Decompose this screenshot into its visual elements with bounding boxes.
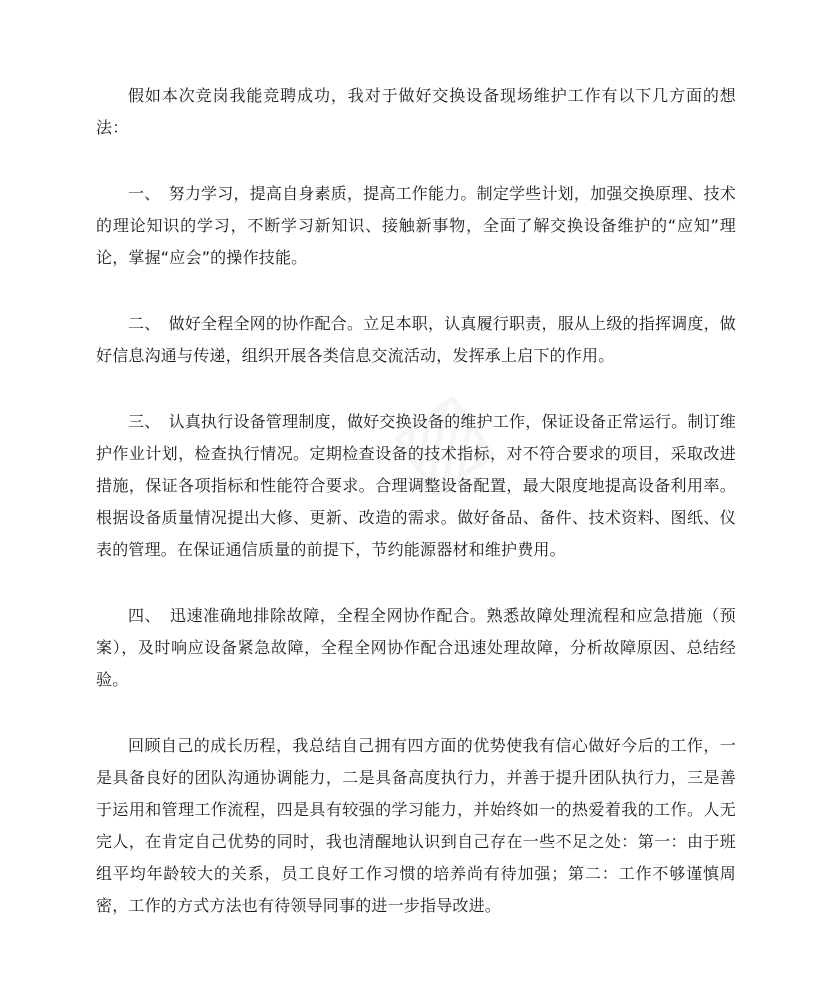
paragraph-review: 回顾自己的成长历程，我总结自己拥有四方面的优势使我有信心做好今后的工作，一是具备良好的团队沟通协调能力，二是具备高度执行力，并善于提升团队执行力，三是善于运用和管理工作流程，四是具有较强的学习能力，并始终如一的热爱着我的工作。人无完人，在肯定自己优势的同时，我也清醒地认识到自己存在一些不足之处：第一：由于班组平均年龄较大的关系，员工良好工作习惯的培养尚有待加强；第二：工作不够谨慎周密，工作的方式方法也有待领导同事的进一步指导改进。 [96,736,736,915]
watermark: ▨ [370,368,510,512]
paragraph-point-4: 四、 迅速准确地排除故障，全程全网协作配合。熟悉故障处理流程和应急措施（预案），及时响应设备紧急故障，全程全网协作配合迅速处理故障，分析故障原因、总结经验。 [96,606,736,689]
document-body [96,80,736,956]
paragraph-point-1: 一、 努力学习，提高自身素质，提高工作能力。制定学些计划，加强交换原理、技术的理论知识的学习，不断学习新知识、接触新事物，全面了解交换设备维护的“应知”理论，掌握“应会”的操作技能。 [96,184,736,267]
paragraph-point-2: 二、 做好全程全网的协作配合。立足本职，认真履行职责，服从上级的指挥调度，做好信息沟通与传递，组织开展各类信息交流活动，发挥承上启下的作用。 [96,314,736,365]
paragraph-point-3: 三、 认真执行设备管理制度，做好交换设备的维护工作，保证设备正常运行。制订维护作业计划，检查执行情况。定期检查设备的技术指标，对不符合要求的项目，采取改进措施，保证各项指标和性能符合要求。合理调整设备配置，最大限度地提高设备利用率。根据设备质量情况提出大修、更新、改造的需求。做好备品、备件、技术资料、图纸、仪表的管理。在保证通信质量的前提下，节约能源器材和维护费用。 [96,412,736,559]
paragraph-intro: 假如本次竞岗我能竞聘成功，我对于做好交换设备现场维护工作有以下几方面的想法： [96,86,736,137]
